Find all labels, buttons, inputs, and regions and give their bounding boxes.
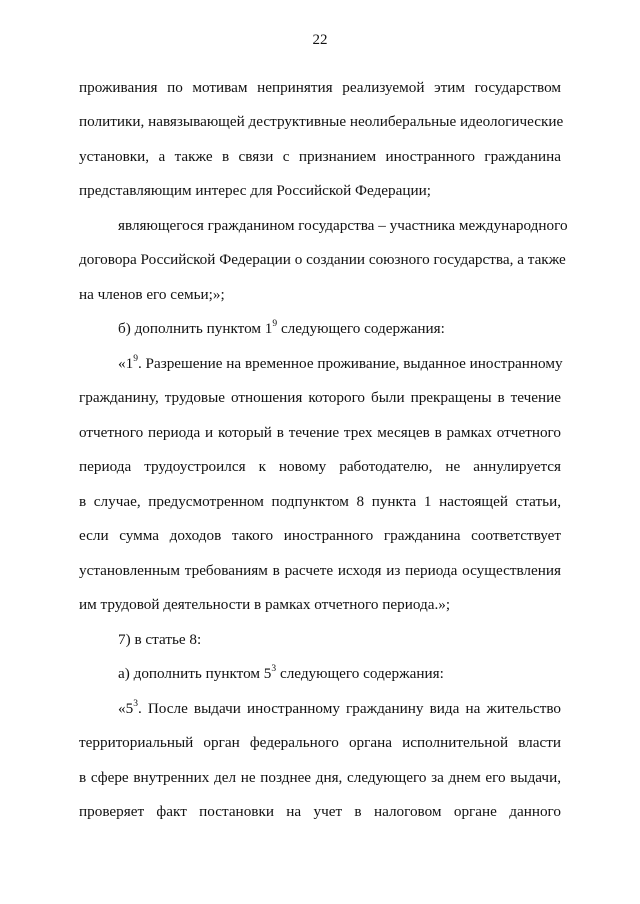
text-line: на членов его семьи;»; xyxy=(79,286,225,303)
text-line xyxy=(118,664,561,684)
text-line: политики, навязывающей деструктивные неолиберальные идеологические xyxy=(79,113,564,130)
text-line: в случае, предусмотренном подпунктом 8 пункта 1 настоящей статьи, xyxy=(79,493,561,510)
line-text-before-superscript: «5 xyxy=(118,700,134,717)
text-line: установки, а также в связи с признанием иностранного гражданина xyxy=(79,148,561,165)
text-line: установленным требованиям в расчете исходя из периода осуществления xyxy=(79,562,561,579)
page-number: 22 xyxy=(312,32,328,48)
line-text-after-superscript: . После выдачи иностранному гражданину вида на жительство xyxy=(137,700,561,717)
line-text-before-superscript: б) дополнить пунктом 1 xyxy=(118,320,273,337)
superscript-index: 9 xyxy=(272,318,278,329)
text-line: являющегося гражданином государства – участника международного xyxy=(118,217,568,234)
text-line xyxy=(118,699,561,719)
text-line: проживания по мотивам непринятия реализуемой этим государством xyxy=(79,79,561,96)
text-line: проверяет факт постановки на учет в налоговом органе данного xyxy=(79,803,561,820)
text-line: периода трудоустроился к новому работодателю, не аннулируется xyxy=(79,458,561,475)
text-line: если сумма доходов такого иностранного гражданина соответствует xyxy=(79,527,561,544)
line-text-after-superscript: следующего содержания: xyxy=(276,665,444,682)
line-text-before-superscript: а) дополнить пунктом 5 xyxy=(118,665,272,682)
line-text-after-superscript: . Разрешение на временное проживание, выданное иностранному xyxy=(137,355,563,372)
superscript-index: 9 xyxy=(133,353,138,364)
text-line: в сфере внутренних дел не позднее дня, следующего за днем его выдачи, xyxy=(79,769,561,786)
text-line: гражданину, трудовые отношения которого были прекращены в течение xyxy=(79,389,561,406)
text-line: 7) в статье 8: xyxy=(118,631,202,648)
text-line xyxy=(118,319,561,339)
line-text-after-superscript: следующего содержания: xyxy=(277,320,445,337)
text-line: отчетного периода и который в течение трех месяцев в рамках отчетного xyxy=(79,424,561,441)
superscript-index: 3 xyxy=(133,698,138,709)
text-line xyxy=(118,354,561,374)
text-line: договора Российской Федерации о создании союзного государства, а также xyxy=(79,251,566,268)
line-text-before-superscript: «1 xyxy=(118,355,134,372)
text-line: территориальный орган федерального органа исполнительной власти xyxy=(79,734,561,751)
text-line: представляющим интерес для Российской Федерации; xyxy=(79,182,431,199)
superscript-index: 3 xyxy=(271,663,277,674)
text-line: им трудовой деятельности в рамках отчетного периода.»; xyxy=(79,596,451,613)
